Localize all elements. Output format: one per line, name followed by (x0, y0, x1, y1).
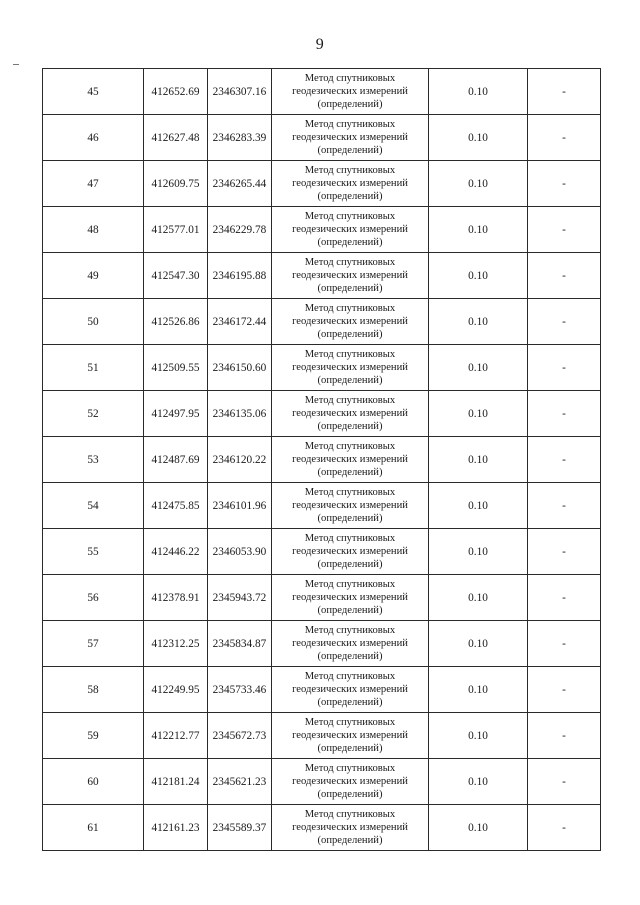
table-row (43, 161, 601, 207)
method-cell (272, 299, 429, 345)
y-coordinate-cell: 2345672.73 (208, 713, 272, 759)
method-text-line: (определений) (317, 559, 383, 570)
method-text-line: геодезических измерений (292, 316, 408, 327)
table-row (43, 299, 601, 345)
y-coordinate-cell: 2346283.39 (208, 115, 272, 161)
method-text-line: (определений) (317, 375, 383, 386)
method-text-line: (определений) (317, 605, 383, 616)
note-cell: - (528, 345, 601, 391)
point-number-cell: 51 (43, 345, 144, 391)
point-number-cell: 54 (43, 483, 144, 529)
method-cell (272, 207, 429, 253)
method-cell (272, 345, 429, 391)
accuracy-cell: 0.10 (429, 575, 528, 621)
method-text-line: Метод спутниковых (304, 809, 396, 820)
accuracy-cell: 0.10 (429, 115, 528, 161)
table-row (43, 207, 601, 253)
accuracy-cell: 0.10 (429, 621, 528, 667)
point-number-cell: 46 (43, 115, 144, 161)
coordinates-table-body (43, 69, 601, 851)
method-text-line: геодезических измерений (292, 730, 408, 741)
y-coordinate-cell: 2345733.46 (208, 667, 272, 713)
method-text-line: (определений) (317, 513, 383, 524)
point-number-cell: 50 (43, 299, 144, 345)
method-text-line: геодезических измерений (292, 638, 408, 649)
point-number-cell: 57 (43, 621, 144, 667)
note-cell: - (528, 483, 601, 529)
method-text-line: Метод спутниковых (304, 533, 396, 544)
method-text-line: Метод спутниковых (304, 303, 396, 314)
y-coordinate-cell: 2345943.72 (208, 575, 272, 621)
method-text-line: Метод спутниковых (304, 441, 396, 452)
x-coordinate-cell: 412577.01 (144, 207, 208, 253)
method-text-line: Метод спутниковых (304, 73, 396, 84)
scan-margin-mark (13, 64, 19, 65)
y-coordinate-cell: 2345834.87 (208, 621, 272, 667)
method-text-line: геодезических измерений (292, 362, 408, 373)
accuracy-cell: 0.10 (429, 69, 528, 115)
method-text-line: геодезических измерений (292, 684, 408, 695)
x-coordinate-cell: 412652.69 (144, 69, 208, 115)
table-row (43, 805, 601, 851)
table-row (43, 529, 601, 575)
x-coordinate-cell: 412509.55 (144, 345, 208, 391)
method-text-line: (определений) (317, 651, 383, 662)
table-row (43, 115, 601, 161)
method-text-line: геодезических измерений (292, 270, 408, 281)
table-row (43, 575, 601, 621)
table-row (43, 667, 601, 713)
method-cell (272, 575, 429, 621)
note-cell: - (528, 69, 601, 115)
accuracy-cell: 0.10 (429, 207, 528, 253)
y-coordinate-cell: 2346195.88 (208, 253, 272, 299)
method-text-line: геодезических измерений (292, 592, 408, 603)
point-number-cell: 59 (43, 713, 144, 759)
x-coordinate-cell: 412212.77 (144, 713, 208, 759)
y-coordinate-cell: 2345621.23 (208, 759, 272, 805)
point-number-cell: 61 (43, 805, 144, 851)
method-text-line: Метод спутниковых (304, 487, 396, 498)
method-text-line: Метод спутниковых (304, 165, 396, 176)
method-cell (272, 667, 429, 713)
method-cell (272, 483, 429, 529)
point-number-cell: 52 (43, 391, 144, 437)
method-text-line: геодезических измерений (292, 776, 408, 787)
note-cell: - (528, 161, 601, 207)
method-cell (272, 529, 429, 575)
note-cell: - (528, 575, 601, 621)
method-text-line: Метод спутниковых (304, 119, 396, 130)
table-row (43, 621, 601, 667)
point-number-cell: 49 (43, 253, 144, 299)
method-text-line: Метод спутниковых (304, 763, 396, 774)
method-cell (272, 69, 429, 115)
page-number: 9 (315, 36, 325, 53)
method-text-line: геодезических измерений (292, 178, 408, 189)
note-cell: - (528, 207, 601, 253)
point-number-cell: 45 (43, 69, 144, 115)
method-text-line: Метод спутниковых (304, 257, 396, 268)
x-coordinate-cell: 412161.23 (144, 805, 208, 851)
table-row (43, 759, 601, 805)
y-coordinate-cell: 2346053.90 (208, 529, 272, 575)
note-cell: - (528, 621, 601, 667)
x-coordinate-cell: 412627.48 (144, 115, 208, 161)
table-row (43, 713, 601, 759)
method-text-line: (определений) (317, 421, 383, 432)
accuracy-cell: 0.10 (429, 345, 528, 391)
accuracy-cell: 0.10 (429, 161, 528, 207)
table-row (43, 391, 601, 437)
y-coordinate-cell: 2346135.06 (208, 391, 272, 437)
point-number-cell: 60 (43, 759, 144, 805)
method-text-line: (определений) (317, 145, 383, 156)
method-text-line: геодезических измерений (292, 546, 408, 557)
method-text-line: (определений) (317, 789, 383, 800)
note-cell: - (528, 299, 601, 345)
method-text-line: Метод спутниковых (304, 395, 396, 406)
x-coordinate-cell: 412609.75 (144, 161, 208, 207)
x-coordinate-cell: 412312.25 (144, 621, 208, 667)
method-text-line: Метод спутниковых (304, 625, 396, 636)
y-coordinate-cell: 2346101.96 (208, 483, 272, 529)
method-cell (272, 759, 429, 805)
method-text-line: Метод спутниковых (304, 211, 396, 222)
note-cell: - (528, 391, 601, 437)
accuracy-cell: 0.10 (429, 391, 528, 437)
point-number-cell: 56 (43, 575, 144, 621)
x-coordinate-cell: 412181.24 (144, 759, 208, 805)
note-cell: - (528, 529, 601, 575)
method-cell (272, 805, 429, 851)
x-coordinate-cell: 412249.95 (144, 667, 208, 713)
point-number-cell: 53 (43, 437, 144, 483)
coordinates-table (42, 68, 601, 851)
x-coordinate-cell: 412497.95 (144, 391, 208, 437)
note-cell: - (528, 805, 601, 851)
accuracy-cell: 0.10 (429, 529, 528, 575)
method-text-line: (определений) (317, 191, 383, 202)
accuracy-cell: 0.10 (429, 437, 528, 483)
method-text-line: (определений) (317, 283, 383, 294)
accuracy-cell: 0.10 (429, 713, 528, 759)
method-text-line: Метод спутниковых (304, 671, 396, 682)
table-row (43, 253, 601, 299)
method-text-line: геодезических измерений (292, 408, 408, 419)
method-text-line: (определений) (317, 467, 383, 478)
method-text-line: Метод спутниковых (304, 579, 396, 590)
method-cell (272, 437, 429, 483)
method-text-line: (определений) (317, 237, 383, 248)
method-text-line: (определений) (317, 99, 383, 110)
method-cell (272, 621, 429, 667)
y-coordinate-cell: 2346150.60 (208, 345, 272, 391)
method-cell (272, 713, 429, 759)
x-coordinate-cell: 412526.86 (144, 299, 208, 345)
method-text-line: (определений) (317, 329, 383, 340)
y-coordinate-cell: 2345589.37 (208, 805, 272, 851)
note-cell: - (528, 253, 601, 299)
note-cell: - (528, 667, 601, 713)
method-cell (272, 115, 429, 161)
x-coordinate-cell: 412487.69 (144, 437, 208, 483)
method-text-line: геодезических измерений (292, 86, 408, 97)
table-row (43, 437, 601, 483)
method-text-line: (определений) (317, 743, 383, 754)
method-text-line: геодезических измерений (292, 500, 408, 511)
method-cell (272, 253, 429, 299)
method-cell (272, 161, 429, 207)
method-text-line: Метод спутниковых (304, 349, 396, 360)
point-number-cell: 48 (43, 207, 144, 253)
y-coordinate-cell: 2346120.22 (208, 437, 272, 483)
y-coordinate-cell: 2346307.16 (208, 69, 272, 115)
method-text-line: (определений) (317, 835, 383, 846)
y-coordinate-cell: 2346229.78 (208, 207, 272, 253)
method-cell (272, 391, 429, 437)
accuracy-cell: 0.10 (429, 299, 528, 345)
x-coordinate-cell: 412446.22 (144, 529, 208, 575)
y-coordinate-cell: 2346265.44 (208, 161, 272, 207)
accuracy-cell: 0.10 (429, 253, 528, 299)
table-row (43, 69, 601, 115)
table-row (43, 345, 601, 391)
point-number-cell: 47 (43, 161, 144, 207)
accuracy-cell: 0.10 (429, 805, 528, 851)
note-cell: - (528, 713, 601, 759)
x-coordinate-cell: 412378.91 (144, 575, 208, 621)
method-text-line: (определений) (317, 697, 383, 708)
accuracy-cell: 0.10 (429, 483, 528, 529)
method-text-line: Метод спутниковых (304, 717, 396, 728)
method-text-line: геодезических измерений (292, 454, 408, 465)
table-row (43, 483, 601, 529)
note-cell: - (528, 115, 601, 161)
method-text-line: геодезических измерений (292, 224, 408, 235)
point-number-cell: 58 (43, 667, 144, 713)
accuracy-cell: 0.10 (429, 759, 528, 805)
note-cell: - (528, 437, 601, 483)
method-text-line: геодезических измерений (292, 822, 408, 833)
note-cell: - (528, 759, 601, 805)
accuracy-cell: 0.10 (429, 667, 528, 713)
x-coordinate-cell: 412475.85 (144, 483, 208, 529)
point-number-cell: 55 (43, 529, 144, 575)
method-text-line: геодезических измерений (292, 132, 408, 143)
y-coordinate-cell: 2346172.44 (208, 299, 272, 345)
x-coordinate-cell: 412547.30 (144, 253, 208, 299)
